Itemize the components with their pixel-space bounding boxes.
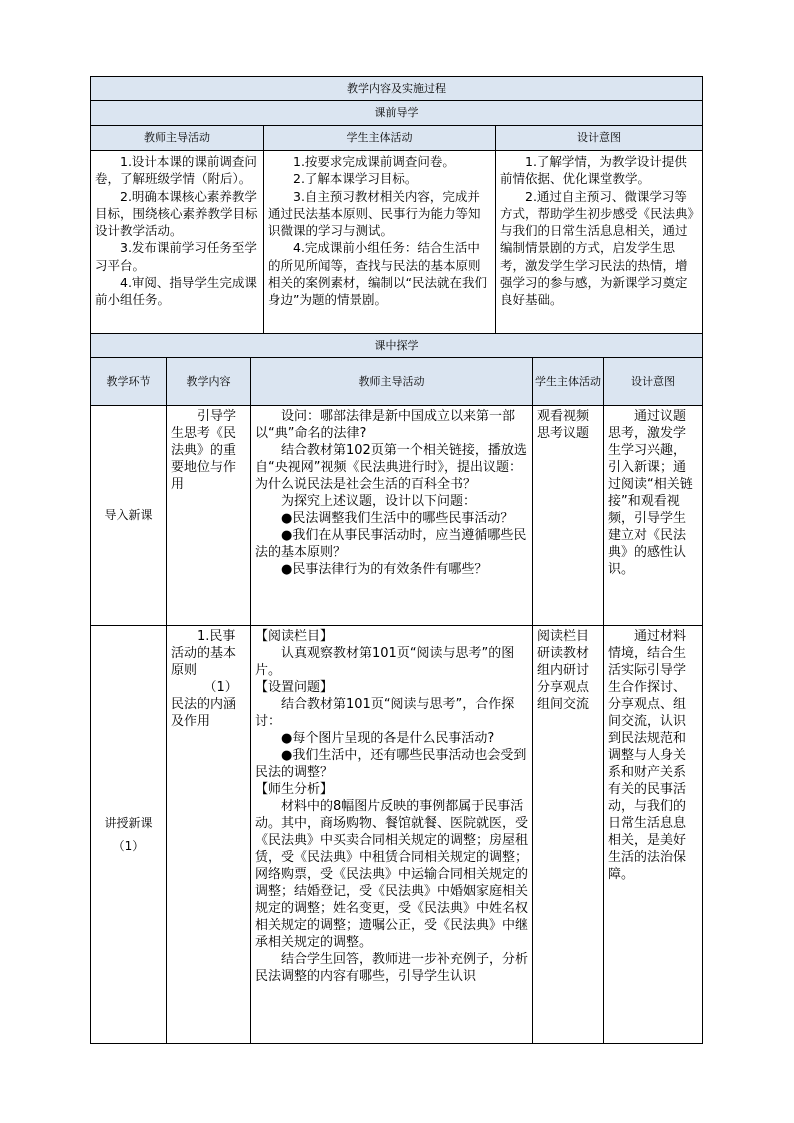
pre-student-activity: 1.按要求完成课前调查问卷。 2.了解本课学习目标。 3.自主预习教材相关内容，完成并通过民法基本原则、民事行为能力等知识微课的学习与测试。 4.完成课前小组任务：结合生活中的所见所闻等，查找与民法的基本原则相关的案例素材，编制以“民法就在我们身边”为题的情景剧。 bbox=[264, 151, 496, 334]
header-stage: 教学环节 bbox=[91, 358, 167, 406]
pre-class-title: 课前导学 bbox=[91, 101, 703, 126]
teacher-new-lesson: 【阅读栏目】 认真观察教材第101页“阅读与思考”的图片。 【设置问题】 结合教材第101页“阅读与思考”，合作探讨： ●每个图片呈现的各是什么民事活动? ●我们生活中，还有哪些民事活动也会受到民法的调整？ 【师生分析】 材料中的8幅图片反映的事例都属于民事活动。其中，商场购物、餐馆就餐、医院就医，受《民法典》中买卖合同相关规定的调整；房屋租赁，受《民法典》中租赁合同相关规定的调整；网络购票，受《民法典》中运输合同相关规定的调整；结婚登记，受《民法典》中婚姻家庭相关规定的调整；姓名变更，受《民法典》中姓名权相关规定的调整；遗嘱公正，受《民法典》中继承相关规定的调整。 结合学生回答，教师进一步补充例子，分析民法调整的内容有哪些，引导学生认识 bbox=[251, 626, 533, 1044]
pre-design-intent: 1.了解学情，为教学设计提供前情依据、优化课堂教学。 2.通过自主预习、微课学习等方式，帮助学生初步感受《民法典》与我们的日常生活息息相关，通过编制情景剧的方式，启发学生思考，激发学生学习民法的热情，增强学习的参与感，为新课学习奠定良好基础。 bbox=[496, 151, 703, 334]
header-student: 学生主体活动 bbox=[533, 358, 604, 406]
header-content: 教学内容 bbox=[167, 358, 251, 406]
section-title: 教学内容及实施过程 bbox=[91, 77, 703, 101]
stage-new-lesson: 讲授新课 （1） bbox=[91, 626, 167, 1044]
content-new-lesson: 1.民事活动的基本原则 （1） 民法的内涵及作用 bbox=[167, 626, 251, 1044]
header-student-activity: 学生主体活动 bbox=[264, 126, 496, 151]
lesson-plan-sheet bbox=[90, 76, 702, 1044]
student-new-lesson: 阅读栏目研读教材组内研讨分享观点组间交流 bbox=[533, 626, 604, 1044]
intent-new-lesson: 通过材料情境，结合生活实际引导学生合作探讨、分享观点、组间交流，认识到民法规范和调整与人身关系和财产关系有关的民事活动，与我们的日常生活息息相关，是美好生活的法治保障。 bbox=[604, 626, 703, 1044]
header-design-intent: 设计意图 bbox=[496, 126, 703, 151]
header-intent: 设计意图 bbox=[604, 358, 703, 406]
student-intro: 观看视频思考议题 bbox=[533, 406, 604, 626]
pre-class-table bbox=[90, 76, 703, 334]
content-intro: 引导学生思考《民法典》的重要地位与作用 bbox=[167, 406, 251, 626]
stage-intro: 导入新课 bbox=[91, 406, 167, 626]
header-teacher: 教师主导活动 bbox=[251, 358, 533, 406]
teacher-intro: 设问：哪部法律是新中国成立以来第一部以“典”命名的法律? 结合教材第102页第一个相关链接，播放选自“央视网”视频《民法典进行时》，提出议题：为什么说民法是社会生活的百科全书？ 为探究上述议题，设计以下问题： ●民法调整我们生活中的哪些民事活动？ ●我们在从事民事活动时，应当遵循哪些民法的基本原则？ ●民事法律行为的有效条件有哪些？ bbox=[251, 406, 533, 626]
header-teacher-activity: 教师主导活动 bbox=[91, 126, 264, 151]
intent-intro: 通过议题思考，激发学生学习兴趣，引入新课；通过阅读“相关链接”和观看视频，引导学生建立对《民法典》的感性认识。 bbox=[604, 406, 703, 626]
in-class-table bbox=[90, 333, 703, 1044]
in-class-title: 课中探学 bbox=[91, 334, 703, 358]
pre-teacher-activity: 1.设计本课的课前调查问卷，了解班级学情（附后）。 2.明确本课核心素养教学目标，围绕核心素养教学目标设计教学活动。 3.发布课前学习任务至学习平台。 4.审阅、指导学生完成课前小组任务。 bbox=[91, 151, 264, 334]
